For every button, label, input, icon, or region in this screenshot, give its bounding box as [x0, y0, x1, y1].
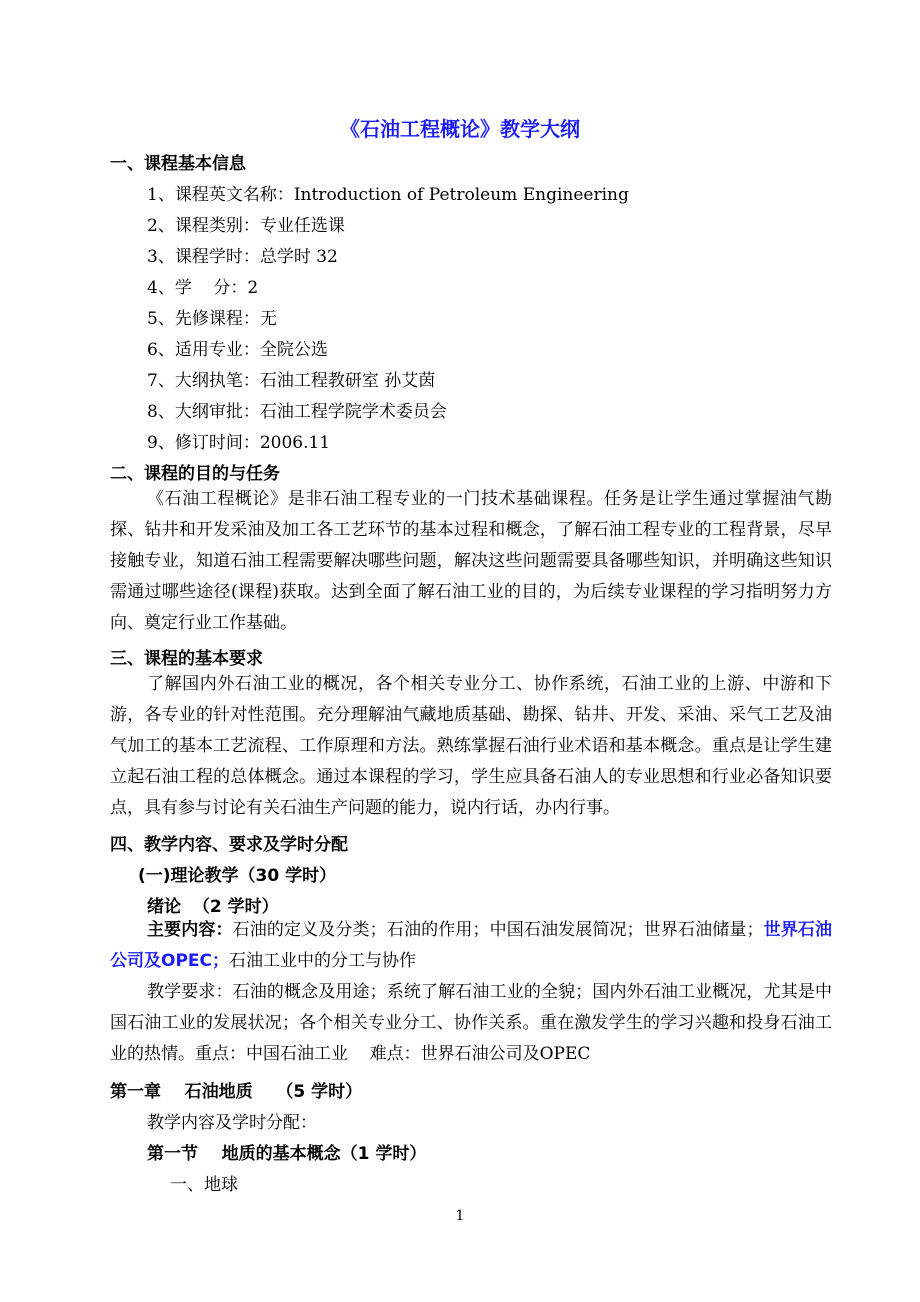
main-content-highlight: 世界石油公司及OPEC；	[110, 920, 833, 971]
info-item: 5、先修课程：无	[147, 309, 277, 329]
info-item: 8、大纲审批：石油工程学院学术委员会	[147, 402, 447, 422]
info-item: 6、适用专业：全院公选	[147, 340, 328, 360]
main-content-paragraph	[110, 915, 832, 977]
main-content-text: 石油的定义及分类；石油的作用；中国石油发展简况；世界石油储量；	[232, 920, 764, 940]
section-heading: 第一节 地质的基本概念（1 学时）	[147, 1144, 427, 1164]
info-item: 2、课程类别：专业任选课	[147, 216, 345, 236]
theory-heading: (一)理论教学（30 学时）	[138, 866, 337, 886]
heading-content: 四、教学内容、要求及学时分配	[110, 835, 348, 855]
heading-basic-info: 一、课程基本信息	[110, 154, 246, 174]
allocation-label: 教学内容及学时分配：	[147, 1113, 317, 1133]
heading-requirements: 三、课程的基本要求	[110, 649, 263, 669]
main-content-tail: 石油工业中的分工与协作	[229, 951, 416, 971]
info-item: 3、课程学时：总学时 32	[147, 247, 338, 267]
purpose-paragraph: 《石油工程概论》是非石油工程专业的一门技术基础课程。任务是让学生通过掌握油气勘探、钻井和开发采油及加工各工艺环节的基本过程和概念，了解石油工程专业的工程背景，尽早接触专业，知道石油工程需要解决哪些问题，解决这些问题需要具备哪些知识，并明确这些知识需通过哪些途径(课程)获取。达到全面了解石油工业的目的，为后续专业课程的学习指明努力方向、奠定行业工作基础。	[110, 489, 832, 633]
main-content-label: 主要内容：	[147, 920, 233, 940]
heading-purpose: 二、课程的目的与任务	[110, 464, 280, 484]
intro-heading: 绪论 （2 学时）	[147, 897, 279, 917]
info-item: 4、学 分：2	[147, 278, 259, 298]
document-title: 《石油工程概论》教学大纲	[340, 117, 580, 141]
info-item: 7、大纲执笔：石油工程教研室 孙艾茵	[147, 371, 436, 391]
chapter-heading: 第一章 石油地质 （5 学时）	[110, 1082, 363, 1102]
subsection-item: 一、地球	[170, 1175, 238, 1195]
requirements-paragraph: 了解国内外石油工业的概况，各个相关专业分工、协作系统，石油工业的上游、中游和下游，各专业的针对性范围。充分理解油气藏地质基础、勘探、钻井、开发、采油、采气工艺及油气加工的基本工艺流程、工作原理和方法。熟练掌握石油行业术语和基本概念。重点是让学生建立起石油工程的总体概念。通过本课程的学习，学生应具备石油人的专业思想和行业必备知识要点，具有参与讨论有关石油生产问题的能力，说内行话，办内行事。	[110, 674, 832, 818]
page-number: 1	[455, 1208, 465, 1224]
info-item: 9、修订时间：2006.11	[147, 433, 331, 453]
teaching-requirements-paragraph: 教学要求：石油的概念及用途；系统了解石油工业的全貌；国内外石油工业概况，尤其是中国石油工业的发展状况；各个相关专业分工、协作关系。重在激发学生的学习兴趣和投身石油工业的热情。重点：中国石油工业 难点：世界石油公司及OPEC	[110, 982, 832, 1064]
info-item: 1、课程英文名称：Introduction of Petroleum Engineering	[147, 185, 629, 205]
